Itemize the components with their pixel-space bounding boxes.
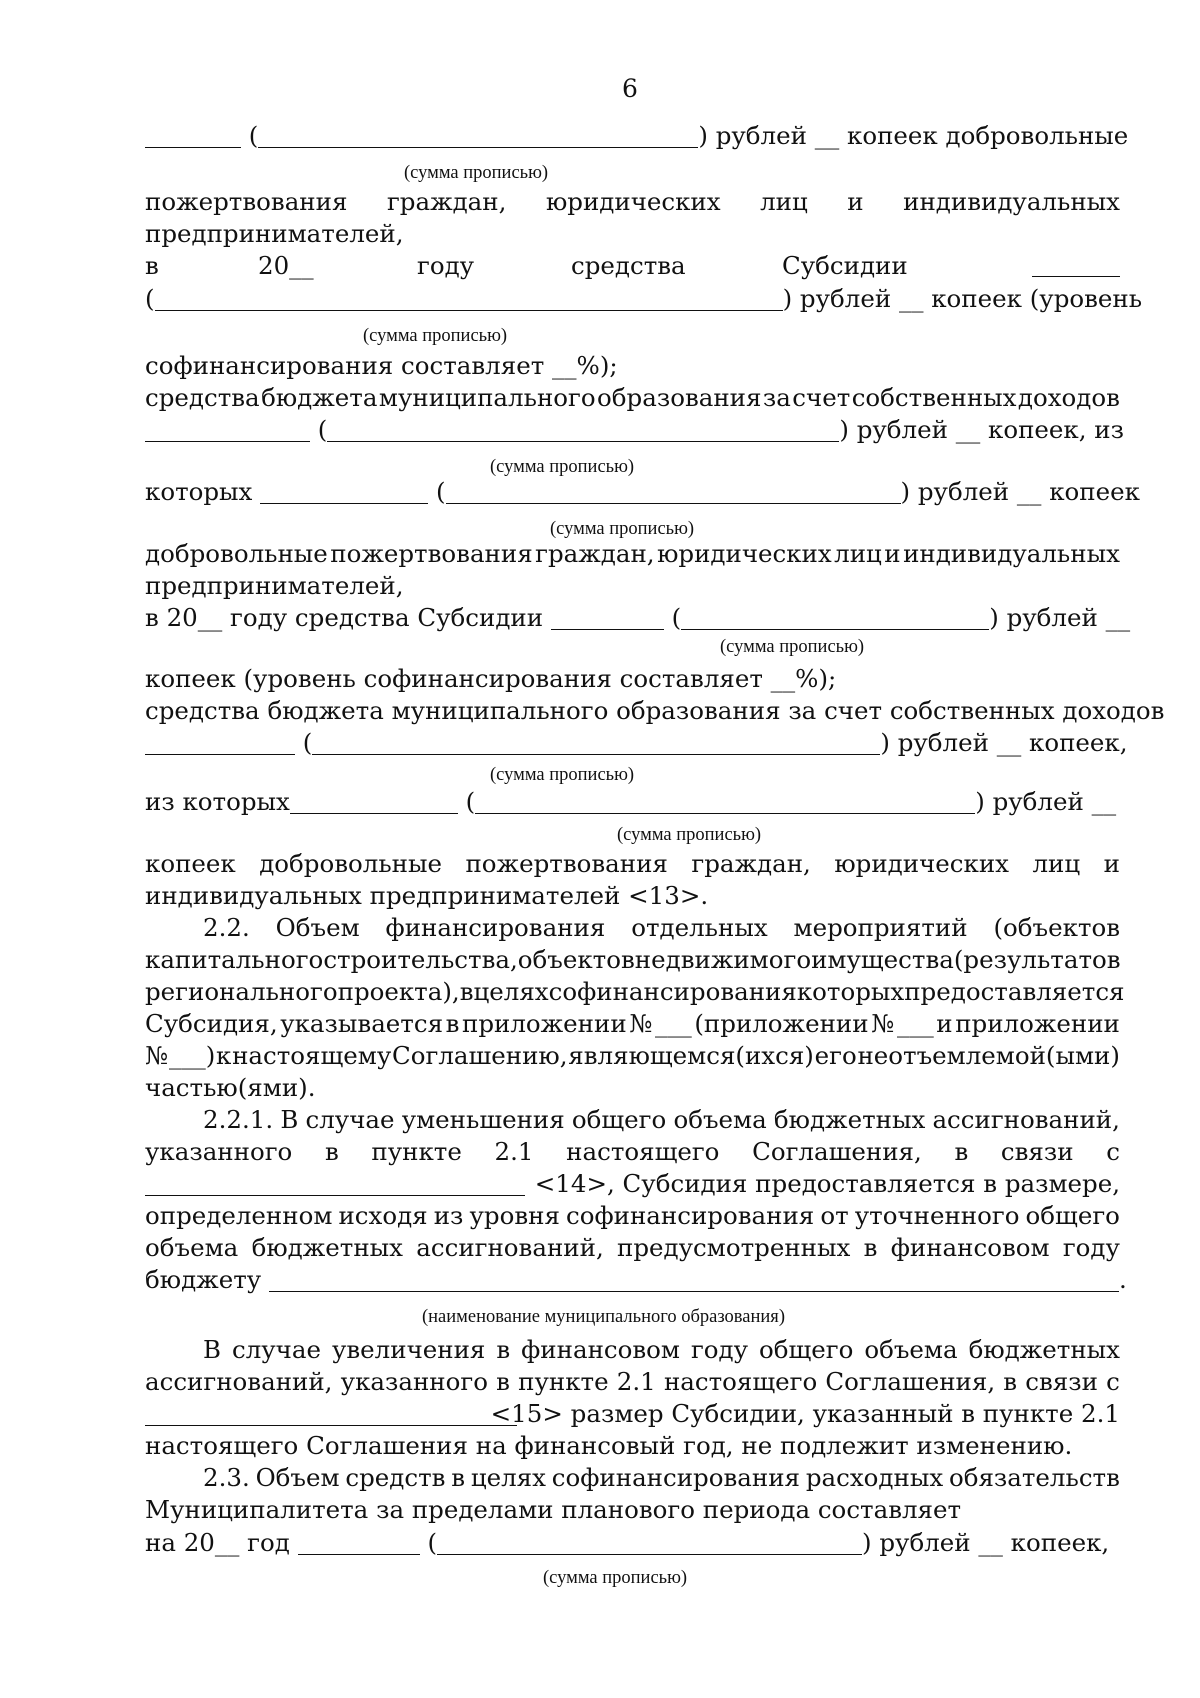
text-line: регионального проекта), в целях софинансирования которых предоставляется: [145, 977, 1125, 1006]
caption-sum: (сумма прописью): [543, 1568, 688, 1588]
text-line: капитального строительства, объектов недвижимого имущества (результатов: [145, 945, 1121, 974]
caption-sum: (сумма прописью): [404, 163, 549, 183]
text-line: частью(ями).: [145, 1073, 316, 1102]
text-line: 2.3. Объем средств в целях софинансирования расходных обязательств: [203, 1463, 1120, 1492]
text-line: настоящего Соглашения на финансовый год, не подлежит изменению.: [145, 1431, 1073, 1460]
text-line: 2.2. Объем финансирования отдельных мероприятий (объектов: [203, 913, 1120, 942]
text-line: софинансирования составляет __%);: [145, 351, 618, 380]
text-line: предпринимателей,: [145, 571, 404, 600]
amount-blank: [298, 1530, 420, 1555]
text-line: <14>, Субсидия предоставляется в размере,: [145, 1168, 1120, 1200]
amount-in-words-blank: [437, 1530, 862, 1555]
text-line: определенном исходя из уровня софинансирования от уточненного общего: [145, 1201, 1120, 1230]
caption-sum: (сумма прописью): [550, 519, 695, 539]
text-line: средства бюджета муниципального образования за счет собственных доходов: [145, 383, 1120, 412]
amount-in-words-blank: [446, 479, 901, 504]
text-line: Муниципалитета за пределами планового периода составляет: [145, 1495, 962, 1524]
text-line: Субсидия, указывается в приложении № ___ (приложении № ___ и приложении: [145, 1009, 1120, 1038]
text-line: ( ) рублей __ копеек,: [145, 727, 1120, 759]
amount-blank: [1032, 252, 1120, 277]
text-line: ( ) рублей __ копеек, из: [145, 414, 1120, 446]
text-line: копеек (уровень софинансирования составляет __%);: [145, 664, 837, 693]
text-line: указанного в пункте 2.1 настоящего Соглашения, в связи с: [145, 1137, 1120, 1166]
text-line: индивидуальных предпринимателей <13>.: [145, 881, 709, 910]
amount-blank: [145, 123, 241, 148]
caption-municipality: (наименование муниципального образования): [422, 1307, 785, 1327]
amount-in-words-blank: [155, 286, 783, 311]
text-line: средства бюджета муниципального образования за счет собственных доходов: [145, 696, 1165, 725]
page-number: 6: [622, 74, 638, 103]
text-line: ассигнований, указанного в пункте 2.1 настоящего Соглашения, в связи с: [145, 1367, 1120, 1396]
text-line: добровольные пожертвования граждан, юридических лиц и индивидуальных: [145, 539, 1120, 568]
caption-sum: (сумма прописью): [720, 637, 865, 657]
amount-in-words-blank: [312, 730, 880, 755]
text-line: 2.2.1. В случае уменьшения общего объема бюджетных ассигнований,: [203, 1105, 1120, 1134]
amount-blank: [260, 479, 428, 504]
amount-in-words-blank: [258, 123, 698, 148]
caption-sum: (сумма прописью): [363, 326, 508, 346]
amount-blank: [551, 605, 664, 630]
text-line: объема бюджетных ассигнований, предусмотренных в финансовом году: [145, 1233, 1120, 1262]
municipality-blank: [269, 1267, 1119, 1292]
caption-sum: (сумма прописью): [617, 825, 762, 845]
text-line: № ___) к настоящему Соглашению, являющемся(ихся) его неотъемлемой(ыми): [145, 1041, 1120, 1070]
caption-sum: (сумма прописью): [490, 457, 635, 477]
text-line: которых ( ) рублей __ копеек: [145, 477, 1140, 506]
text-line: ( ) рублей __ копеек (уровень: [145, 284, 1143, 313]
text-line: копеек добровольные пожертвования граждан, юридических лиц и: [145, 849, 1120, 878]
text-line: предпринимателей,: [145, 219, 404, 248]
caption-sum: (сумма прописью): [490, 765, 635, 785]
text-line: <15> размер Субсидии, указанный в пункте 2.1: [145, 1398, 1120, 1430]
text-line: на 20__ год ( ) рублей __ копеек,: [145, 1528, 1110, 1557]
reason-blank: [145, 1171, 525, 1196]
amount-in-words-blank: [681, 605, 989, 630]
amount-in-words-blank: [327, 417, 839, 442]
text-line: В случае увеличения в финансовом году общего объема бюджетных: [203, 1335, 1120, 1364]
amount-blank: [145, 730, 295, 755]
reason-blank: [145, 1401, 517, 1426]
text-line: из которых ( ) рублей __: [145, 787, 1117, 816]
amount-blank: [145, 417, 310, 442]
amount-in-words-blank: [475, 789, 975, 814]
amount-blank: [290, 789, 458, 814]
text-line: пожертвования граждан, юридических лиц и индивидуальных: [145, 187, 1120, 216]
text-line: ( ) рублей __ копеек добровольные: [145, 120, 1120, 152]
text-line: в 20__ году средства Субсидии ( ) рублей __: [145, 603, 1131, 632]
text-line: бюджету .: [145, 1265, 1127, 1294]
